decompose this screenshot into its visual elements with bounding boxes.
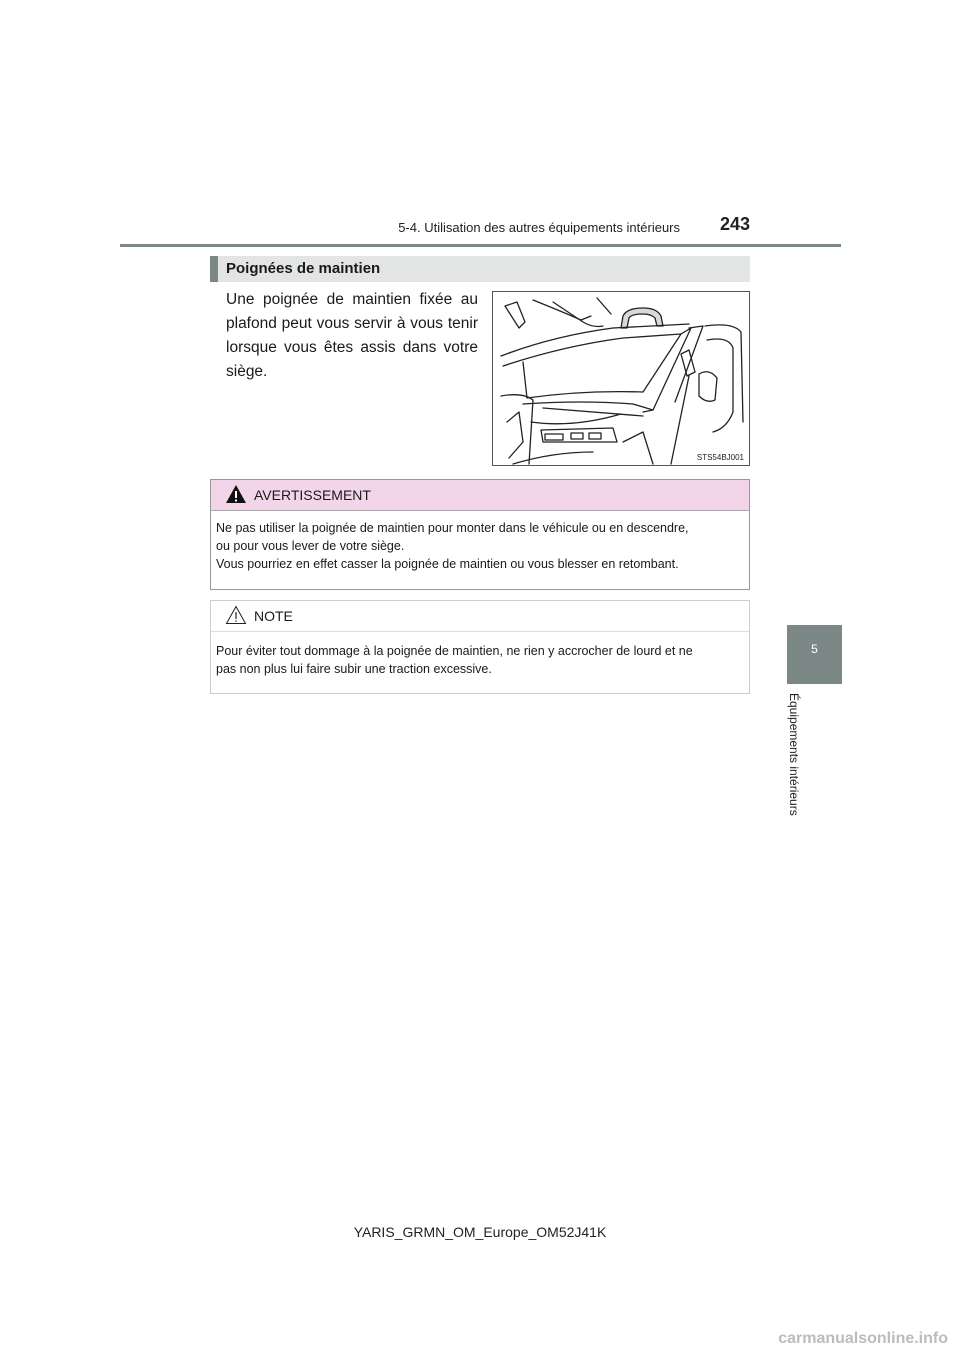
- note-box: [210, 600, 750, 694]
- warning-line: ou pour vous lever de votre siège.: [216, 539, 405, 553]
- warning-line: Ne pas utiliser la poignée de maintien pour monter dans le véhicule ou en descendre,: [216, 521, 689, 535]
- intro-paragraph: Une poignée de maintien fixée au plafond peut vous servir à vous tenir lorsque vous êtes assis dans votre siège.: [226, 291, 478, 380]
- page-number: 243: [720, 214, 751, 234]
- warning-line: Vous pourriez en effet casser la poignée de maintien ou vous blesser en retombant.: [216, 557, 679, 571]
- section-heading: [210, 256, 750, 282]
- warning-triangle-icon: [225, 484, 247, 504]
- chapter-label: Équipements intérieurs: [787, 693, 801, 816]
- warning-title: AVERTISSEMENT: [254, 487, 371, 503]
- note-header: [211, 601, 749, 632]
- footer-doc-code: YARIS_GRMN_OM_Europe_OM52J41K: [353, 1224, 607, 1240]
- chapter-tab: [787, 625, 842, 684]
- section-title: Poignées de maintien: [226, 260, 381, 277]
- warning-box: [210, 479, 750, 590]
- figure-code: STS54BJ001: [696, 453, 744, 462]
- header-divider: [120, 244, 841, 247]
- note-text: [216, 642, 746, 678]
- warning-header: [211, 480, 749, 511]
- note-line: pas non plus lui faire subir une traction excessive.: [216, 662, 492, 676]
- warning-text: [216, 519, 746, 573]
- note-line: Pour éviter tout dommage à la poignée de maintien, ne rien y accrocher de lourd et ne: [216, 644, 693, 658]
- chapter-number: 5: [811, 642, 818, 656]
- header-section-title: 5-4. Utilisation des autres équipements intérieurs: [398, 220, 680, 235]
- watermark: carmanualsonline.info: [778, 1330, 948, 1347]
- note-title: NOTE: [254, 608, 293, 624]
- caution-triangle-icon: [225, 605, 247, 625]
- car-interior-drawing: [493, 292, 749, 465]
- chapter-side-label: [787, 693, 807, 833]
- assist-grip-illustration: [492, 291, 750, 466]
